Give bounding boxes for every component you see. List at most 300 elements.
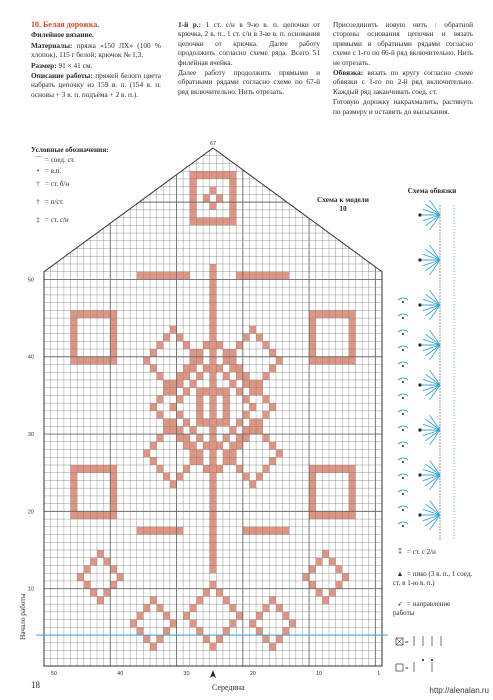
filled-cell [183, 388, 190, 396]
filled-cell [276, 272, 283, 280]
binding-fan-stroke [426, 419, 440, 430]
filled-cell [190, 357, 197, 365]
binding-dot [402, 349, 404, 351]
right-legend-symbol-icon: ▲ [396, 570, 404, 578]
right-legend-symbol-icon: ⁑ [398, 548, 402, 556]
filled-cell [269, 349, 276, 357]
filled-cell [210, 403, 217, 411]
filled-cell [190, 457, 197, 465]
filled-cell [77, 310, 84, 318]
filled-cell [309, 357, 316, 365]
binding-fan-stroke [423, 305, 440, 311]
filled-cell [210, 457, 217, 465]
filled-cell [263, 272, 270, 280]
filled-cell [289, 620, 296, 628]
filled-cell [269, 457, 276, 465]
filled-cell [230, 380, 237, 388]
filled-cell [236, 272, 243, 280]
binding-mini-fan [398, 394, 408, 396]
legend-label: = ст. с/н [45, 216, 69, 224]
filled-cell [216, 442, 223, 450]
filled-cell [203, 218, 210, 226]
filled-cell [349, 496, 356, 504]
binding-mini-fan [398, 378, 408, 380]
chart-outline [44, 148, 382, 666]
filled-cell [249, 480, 256, 488]
filled-cell [210, 542, 217, 550]
legend-item [31, 198, 64, 206]
filled-cell [150, 442, 157, 450]
row1-label: 1-й р.: [178, 20, 202, 29]
filled-cell [170, 426, 177, 434]
filled-cell [230, 179, 237, 187]
filled-cell [309, 349, 316, 357]
filled-cell [210, 496, 217, 504]
filled-cell [196, 372, 203, 380]
left-tick-label: 30 [27, 432, 34, 439]
binding-fan-stroke [430, 430, 440, 445]
filled-cell [137, 527, 144, 535]
filled-cell [77, 357, 84, 365]
filled-cell [210, 380, 217, 388]
binding-fan-stroke [423, 515, 440, 521]
filled-cell [249, 620, 256, 628]
filled-cell [210, 411, 217, 419]
attach-thread-text: Присоединить новую нить : обратной стороны основания цепочки и вязать прямыми и обратными рядами согласно схеме с 1-го по 66-й ряд включительно. Нить не отрезать. [333, 20, 473, 67]
finishing-text: Готовую дорожку накрахмалить, растянуть по размеру и оставить до высыхания. [333, 97, 473, 116]
filled-cell [223, 372, 230, 380]
binding-fan-stroke [426, 294, 440, 305]
filled-cell [84, 310, 91, 318]
filled-cell [104, 357, 111, 365]
binding-fan-stroke [423, 385, 440, 391]
filled-cell [236, 341, 243, 349]
filled-cell [322, 511, 329, 519]
filled-cell [329, 511, 336, 519]
binding-fan-stroke [426, 374, 440, 385]
filled-cell [196, 411, 203, 419]
right-legend-item [393, 548, 473, 557]
filled-cell [316, 558, 323, 566]
binding-dot [402, 461, 404, 463]
model-scheme-label: Схема к модели 10 [317, 195, 369, 213]
binding-fan-stroke [430, 385, 440, 400]
filled-cell [196, 349, 203, 357]
binding-fan-stroke [426, 249, 440, 260]
legend-heading: Условные обозначения: [31, 145, 109, 154]
filled-cell [170, 388, 177, 396]
filled-cell [269, 527, 276, 535]
filled-cell [196, 434, 203, 442]
filled-cell [177, 426, 184, 434]
filled-cell [316, 511, 323, 519]
left-tick-label: 50 [27, 277, 34, 284]
filled-cell [137, 627, 144, 635]
filled-cell [230, 357, 237, 365]
filled-cell [210, 434, 217, 442]
filled-cell [243, 527, 250, 535]
filled-cell [210, 202, 217, 210]
binding-fan-stroke [426, 305, 440, 316]
description-text: пряжей белого цвета набрать цепочку из 159 в. п. (154 в. п. основы + 3 в. п. подъёма + 2 в. п.). [31, 71, 161, 99]
filled-cell [309, 310, 316, 318]
filled-cell [203, 589, 210, 597]
filled-cell [283, 612, 290, 620]
filled-cell [137, 612, 144, 620]
filled-cell [71, 488, 78, 496]
filled-cell [210, 558, 217, 566]
filled-cell [243, 434, 250, 442]
filled-cell [190, 218, 197, 226]
filled-cell [110, 357, 117, 365]
filled-cell [249, 272, 256, 280]
binding-mini-fan [398, 522, 408, 524]
legend-label: = ст. б/н [45, 180, 70, 188]
filled-cell [216, 194, 223, 202]
filled-cell [110, 488, 117, 496]
filled-cell [163, 419, 170, 427]
filled-cell [249, 527, 256, 535]
filled-cell [183, 341, 190, 349]
size-label: Размер: [31, 60, 57, 70]
filled-cell [276, 450, 283, 458]
filled-cell [349, 341, 356, 349]
right-legend-symbol-icon: ➶ [397, 600, 403, 608]
filled-cell [236, 612, 243, 620]
filled-cell [276, 357, 283, 365]
filled-cell [177, 473, 184, 481]
left-tick-label: 40 [27, 354, 34, 361]
filled-cell [329, 465, 336, 473]
filled-cell [77, 511, 84, 519]
filled-cell [210, 264, 217, 272]
binding-fan-stroke [423, 260, 440, 266]
continue-text: Далее работу продолжить прямыми и обратными рядами согласно схеме по 67-й ряд включительно. Нить отрезать. [178, 68, 320, 96]
filled-cell [309, 480, 316, 488]
filled-cell [216, 635, 223, 643]
filled-cell [90, 511, 97, 519]
filled-cell [170, 480, 177, 488]
filled-cell [210, 295, 217, 303]
filled-cell [210, 187, 217, 195]
binding-fan-stroke [423, 299, 440, 305]
filled-cell [210, 519, 217, 527]
empty-cell-legend-icon [396, 664, 403, 671]
filled-cell [170, 380, 177, 388]
filled-cell [329, 558, 336, 566]
filled-cell [71, 465, 78, 473]
bottom-tick-label: 30 [183, 671, 190, 677]
filled-cell [249, 380, 256, 388]
filled-cell [190, 450, 197, 458]
filled-cell [117, 573, 124, 581]
binding-fan-stroke [430, 415, 440, 430]
binding-dot [402, 477, 404, 479]
filled-cell [183, 372, 190, 380]
filled-cell [256, 473, 263, 481]
filled-cell [236, 364, 243, 372]
materials-label: Материалы: [31, 40, 73, 50]
filled-cell [157, 372, 164, 380]
filled-cell [309, 565, 316, 573]
filled-cell [190, 187, 197, 195]
filled-cell [71, 334, 78, 342]
filled-cell [243, 372, 250, 380]
binding-fan-stroke [430, 260, 440, 275]
filled-cell [210, 473, 217, 481]
filled-cell [110, 310, 117, 318]
filled-cell [143, 272, 150, 280]
filled-cell [177, 395, 184, 403]
binding-fan-stroke [426, 215, 440, 226]
filled-cell [349, 326, 356, 334]
filled-cell [196, 395, 203, 403]
filled-cell [110, 349, 117, 357]
binding-fan-stroke [430, 330, 440, 345]
binding-dot [402, 525, 404, 527]
filled-cell [150, 349, 157, 357]
filled-cell [210, 318, 217, 326]
legend-label: = п/ст. [45, 198, 64, 206]
binding-fan-stroke [430, 370, 440, 385]
filled-cell [243, 395, 250, 403]
filled-cell [302, 573, 309, 581]
filled-cell [196, 218, 203, 226]
filled-cell [210, 310, 217, 318]
filled-cell [309, 341, 316, 349]
filled-cell [256, 419, 263, 427]
legend-symbol-icon: ‡ [36, 216, 40, 224]
filled-cell [177, 434, 184, 442]
filled-cell [309, 334, 316, 342]
filled-cell [322, 310, 329, 318]
filled-cell [223, 403, 230, 411]
filled-cell [329, 589, 336, 597]
binding-dot [402, 493, 404, 495]
filled-cell [309, 511, 316, 519]
filled-cell [84, 565, 91, 573]
binding-fan-stroke [430, 500, 440, 515]
filled-cell [223, 349, 230, 357]
filled-cell [309, 496, 316, 504]
filled-cell [216, 388, 223, 396]
filled-cell [190, 620, 197, 628]
filled-cell [210, 535, 217, 543]
filled-cell-legend-cross [396, 638, 403, 645]
filled-cell [230, 202, 237, 210]
filled-cell [157, 434, 164, 442]
binding-dot [402, 365, 404, 367]
filled-cell [216, 341, 223, 349]
filled-cell [210, 504, 217, 512]
binding-dot [402, 381, 404, 383]
filled-cell [223, 171, 230, 179]
middle-arrow-icon [210, 670, 216, 678]
filled-cell [203, 419, 210, 427]
legend-symbol-icon: † [36, 180, 40, 188]
filled-cell [210, 565, 217, 573]
filled-cell [104, 310, 111, 318]
filled-cell [97, 465, 104, 473]
binding-fan-stroke [426, 385, 440, 396]
filled-cell [163, 527, 170, 535]
filled-cell [249, 388, 256, 396]
filled-cell [230, 210, 237, 218]
right-legend-label: = направление работы [393, 600, 451, 617]
filled-cell [249, 403, 256, 411]
filled-cell [110, 511, 117, 519]
filled-cell [256, 612, 263, 620]
filled-cell [230, 187, 237, 195]
filled-cell [210, 442, 217, 450]
filled-cell [71, 318, 78, 326]
filled-cell [309, 318, 316, 326]
filled-cell [243, 380, 250, 388]
binding-fan-stroke [423, 215, 440, 221]
filled-cell [210, 341, 217, 349]
filled-cell [329, 357, 336, 365]
picot-icon [418, 258, 421, 261]
picot-icon [418, 213, 421, 216]
filled-cell [309, 326, 316, 334]
binding-fan-stroke [430, 305, 440, 320]
filled-cell [203, 442, 210, 450]
size-text: 91 × 41 см. [58, 60, 93, 70]
filled-cell [230, 620, 237, 628]
right-legend-item [393, 570, 473, 587]
filled-cell [276, 635, 283, 643]
picot-icon [418, 473, 421, 476]
filled-cell-legend-icon [396, 638, 403, 645]
filled-cell [143, 357, 150, 365]
binding-dot [402, 317, 404, 319]
chain-icon [422, 659, 424, 661]
filled-cell [309, 504, 316, 512]
binding-mini-fan [398, 410, 408, 412]
filled-cell [190, 442, 197, 450]
filled-cell [157, 604, 164, 612]
filled-cell [130, 620, 137, 628]
filled-cell [349, 488, 356, 496]
binding-mini-fan [398, 506, 408, 508]
filled-cell [110, 504, 117, 512]
filled-cell [183, 364, 190, 372]
filled-cell [170, 272, 177, 280]
filled-cell [269, 364, 276, 372]
filled-cell [349, 480, 356, 488]
filled-cell [203, 341, 210, 349]
filled-cell [190, 604, 197, 612]
picot-icon [418, 343, 421, 346]
picot-icon [418, 513, 421, 516]
filled-cell [210, 357, 217, 365]
filled-cell [183, 465, 190, 473]
filled-cell [349, 511, 356, 519]
filled-cell [104, 558, 111, 566]
filled-cell [196, 403, 203, 411]
filled-cell [256, 334, 263, 342]
binding-fan-stroke [423, 339, 440, 345]
filled-cell [210, 388, 217, 396]
filled-cell [190, 194, 197, 202]
article-column-3 [333, 20, 473, 117]
equals-symbol: = [405, 666, 409, 672]
filled-cell [163, 473, 170, 481]
filled-cell [210, 511, 217, 519]
filled-cell [177, 380, 184, 388]
filled-cell [269, 596, 276, 604]
filled-cell [349, 465, 356, 473]
binding-fan-stroke [430, 215, 440, 230]
filled-cell [322, 550, 329, 558]
filled-cell [210, 287, 217, 295]
filled-cell [256, 388, 263, 396]
filled-cell [203, 171, 210, 179]
filled-cell [170, 620, 177, 628]
filled-cell [183, 612, 190, 620]
filled-cell [309, 473, 316, 481]
filled-cell [249, 426, 256, 434]
filled-cell [216, 589, 223, 597]
filled-cell [256, 627, 263, 635]
filled-cell [77, 465, 84, 473]
filled-cell [349, 504, 356, 512]
filled-cell [230, 442, 237, 450]
filled-cell [97, 511, 104, 519]
description-label: Описание работы: [31, 71, 93, 81]
filled-cell [276, 527, 283, 535]
chart-grid [44, 148, 382, 666]
filled-cell [216, 218, 223, 226]
filled-cell [322, 465, 329, 473]
filled-cell [177, 372, 184, 380]
filled-cell [143, 635, 150, 643]
filled-cell [210, 465, 217, 473]
filled-cell [163, 388, 170, 396]
binding-fan-stroke [426, 260, 440, 271]
filled-cell [316, 357, 323, 365]
right-legend-item [393, 600, 473, 617]
filled-cell [157, 395, 164, 403]
filled-cell [203, 635, 210, 643]
page-number: 18 [31, 680, 40, 690]
bottom-tick-label: 10 [315, 671, 323, 677]
filled-cell [243, 473, 250, 481]
filled-cell [210, 581, 217, 589]
filled-cell [170, 527, 177, 535]
filled-cell [322, 357, 329, 365]
article-subtitle: Филейное вязание. [31, 30, 94, 40]
filled-cell [196, 388, 203, 396]
filled-cell [110, 318, 117, 326]
filled-cell [230, 218, 237, 226]
filled-cell [263, 465, 270, 473]
binding-fan-stroke [426, 204, 440, 215]
filled-cell [150, 403, 157, 411]
filled-cell [210, 171, 217, 179]
filled-cell [163, 612, 170, 620]
filled-cell-legend-cross [396, 638, 403, 645]
filled-cell [342, 573, 349, 581]
filled-cell [183, 442, 190, 450]
filled-cell [90, 589, 97, 597]
filled-cell [190, 179, 197, 187]
filled-cell [210, 550, 217, 558]
filled-cell [216, 171, 223, 179]
binding-fan-stroke [430, 290, 440, 305]
filled-cell [203, 194, 210, 202]
filled-cell [223, 395, 230, 403]
